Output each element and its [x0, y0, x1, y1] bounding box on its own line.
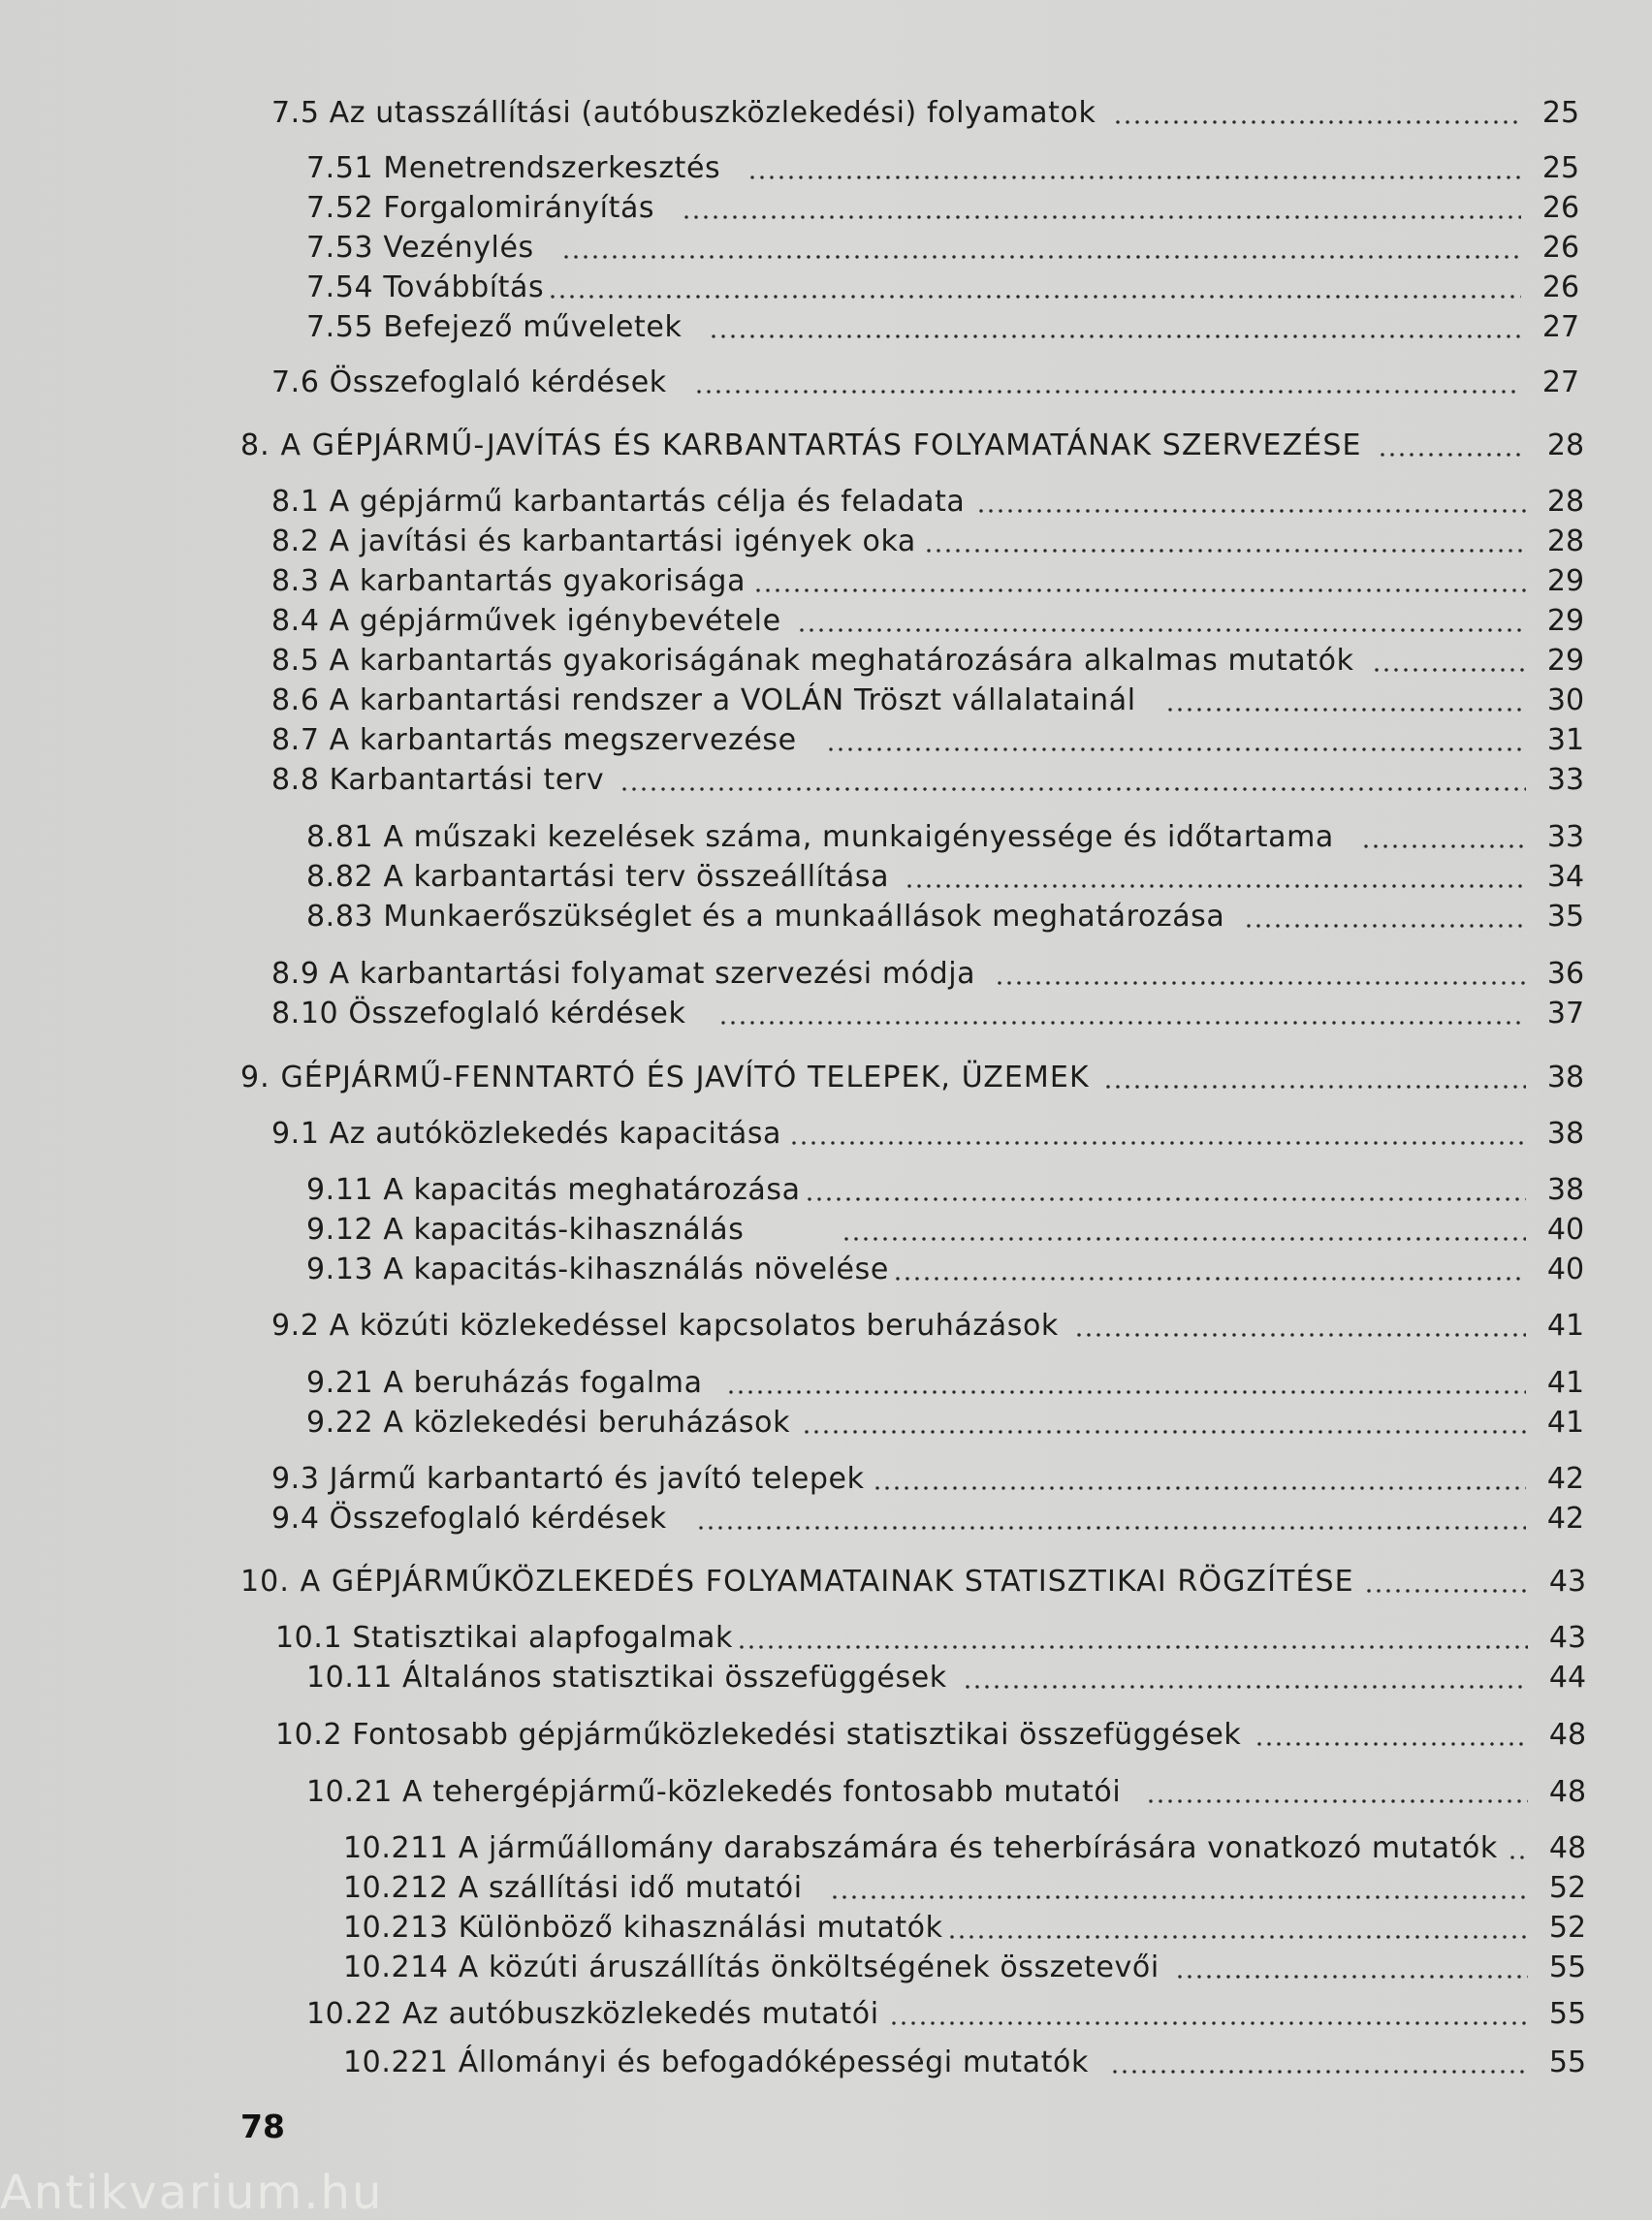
toc-entry: [0, 1907, 1652, 1950]
toc-entry-title: 9.21 A beruházás fogalma: [306, 1366, 703, 1400]
toc-entry: [0, 1714, 1652, 1757]
toc-entry-page: 43: [1548, 1621, 1587, 1655]
toc-entry: [0, 856, 1652, 899]
toc-entry-page: 25: [1541, 96, 1580, 130]
toc-entry-page: 27: [1541, 365, 1580, 399]
toc-entry: [0, 1561, 1652, 1603]
toc-dot-leader: [1364, 1561, 1528, 1603]
toc-dot-leader: [1113, 92, 1521, 135]
toc-entry-page: 25: [1541, 151, 1580, 185]
toc-entry-title: 9.4 Összefoglaló kérdések: [271, 1502, 667, 1536]
toc-entry: [0, 227, 1652, 270]
toc-entry: [0, 1305, 1652, 1348]
toc-entry-title: 8.2 A javítási és karbantartási igények oka: [271, 524, 916, 558]
toc-dot-leader: [561, 227, 1521, 270]
toc-entry-title: 9.22 A közlekedési beruházások: [306, 1406, 791, 1440]
toc-entry: [0, 1867, 1652, 1910]
toc-entry-page: 42: [1546, 1502, 1585, 1536]
toc-entry: [0, 306, 1652, 349]
toc-entry-title: 9.12 A kapacitás-kihasználás: [306, 1213, 745, 1247]
toc-entry-page: 34: [1546, 860, 1585, 894]
toc-entry-page: 26: [1541, 191, 1580, 225]
toc-entry-title: 10.22 Az autóbuszközlekedés mutatói: [306, 1997, 879, 2031]
toc-entry: [0, 362, 1652, 404]
toc-entry-title: 7.6 Összefoglaló kérdések: [271, 365, 667, 399]
toc-dot-leader: [1146, 1771, 1528, 1814]
toc-entry: [0, 187, 1652, 230]
toc-entry-page: 48: [1548, 1718, 1587, 1752]
toc-entry-page: 29: [1546, 604, 1585, 638]
toc-dot-leader: [1244, 896, 1526, 938]
toc-entry-page: 52: [1548, 1911, 1587, 1945]
toc-entry: [0, 1209, 1652, 1252]
toc-dot-leader: [1508, 1827, 1528, 1870]
toc-entry-title: 9.13 A kapacitás-kihasználás növelése: [306, 1253, 889, 1286]
toc-entry-page: 30: [1546, 683, 1585, 717]
toc-dot-leader: [826, 719, 1526, 762]
toc-dot-leader: [1110, 2042, 1528, 2084]
toc-entry-title: 10.1 Statisztikai alapfogalmak: [275, 1621, 733, 1655]
toc-dot-leader: [842, 1209, 1526, 1252]
toc-entry: [0, 1362, 1652, 1405]
toc-entry-page: 38: [1546, 1117, 1585, 1151]
toc-entry: [0, 1993, 1652, 2036]
watermark: Antikvarium.hu: [0, 2166, 384, 2220]
toc-entry-page: 55: [1548, 2046, 1587, 2079]
toc-dot-leader: [747, 147, 1521, 190]
toc-entry-title: 8.10 Összefoglaló kérdések: [271, 997, 686, 1031]
toc-entry-title: 9.2 A közúti közlekedéssel kapcsolatos beruházások: [271, 1309, 1059, 1343]
toc-entry-page: 52: [1548, 1871, 1587, 1905]
toc-entry: [0, 1402, 1652, 1444]
toc-entry-title: 10. A GÉPJÁRMŰKÖZLEKEDÉS FOLYAMATAINAK STATISZTIKAI RÖGZÍTÉSE: [240, 1565, 1354, 1599]
toc-dot-leader: [737, 1617, 1528, 1660]
toc-dot-leader: [924, 521, 1526, 563]
toc-dot-leader: [905, 856, 1526, 899]
toc-entry-title: 8.3 A karbantartás gyakorisága: [271, 564, 747, 598]
toc-entry-title: 7.51 Menetrendszerkesztés: [306, 151, 721, 185]
toc-dot-leader: [620, 759, 1526, 802]
toc-dot-leader: [1165, 680, 1526, 722]
toc-entry: [0, 2042, 1652, 2084]
toc-entry-title: 8.82 A karbantartási terv összeállítása: [306, 860, 890, 894]
toc-entry-title: 8.6 A karbantartási rendszer a VOLÁN Tröszt vállalatainál: [271, 683, 1136, 717]
toc-dot-leader: [709, 306, 1521, 349]
toc-entry-title: 7.54 Továbbítás: [306, 270, 545, 304]
toc-dot-leader: [805, 1169, 1526, 1212]
toc-entry-title: 8. A GÉPJÁRMŰ-JAVÍTÁS ÉS KARBANTARTÁS FOLYAMATÁNAK SZERVEZÉSE: [240, 428, 1362, 462]
toc-entry-title: 10.11 Általános statisztikai összefüggések: [306, 1661, 947, 1695]
toc-entry-page: 33: [1546, 763, 1585, 797]
toc-entry: [0, 953, 1652, 996]
toc-entry-page: 43: [1548, 1565, 1587, 1599]
toc-entry: [0, 1498, 1652, 1540]
toc-entry: [0, 481, 1652, 523]
toc-entry-title: 10.2 Fontosabb gépjárműközlekedési statisztikai összefüggések: [275, 1718, 1242, 1752]
toc-dot-leader: [1255, 1714, 1528, 1757]
toc-entry-page: 44: [1548, 1661, 1587, 1695]
toc-entry-page: 38: [1546, 1173, 1585, 1207]
toc-entry: [0, 600, 1652, 643]
toc-entry: [0, 1458, 1652, 1501]
toc-entry-title: 9. GÉPJÁRMŰ-FENNTARTÓ ÉS JAVÍTÓ TELEPEK, ÜZEMEK: [240, 1061, 1090, 1094]
toc-entry: [0, 1057, 1652, 1099]
toc-entry: [0, 719, 1652, 762]
toc-entry-title: 8.1 A gépjármű karbantartás célja és feladata: [271, 485, 966, 519]
toc-dot-leader: [873, 1458, 1526, 1501]
toc-entry: [0, 1617, 1652, 1660]
toc-entry: [0, 1947, 1652, 1989]
toc-entry: [0, 680, 1652, 722]
toc-entry: [0, 1771, 1652, 1814]
toc-entry-title: 10.21 A tehergépjármű-közlekedés fontosabb mutatói: [306, 1775, 1122, 1809]
toc-dot-leader: [995, 953, 1526, 996]
toc-entry-page: 26: [1541, 231, 1580, 265]
toc-entry: [0, 1113, 1652, 1156]
toc-entry-title: 8.8 Karbantartási terv: [271, 763, 605, 797]
toc-entry-title: 7.5 Az utasszállítási (autóbuszközlekedési) folyamatok: [271, 96, 1096, 130]
toc-dot-leader: [797, 600, 1526, 643]
toc-dot-leader: [694, 362, 1521, 404]
toc-entry-title: 7.52 Forgalomirányítás: [306, 191, 655, 225]
toc-entry-title: 8.83 Munkaerőszükséglet és a munkaállások meghatározása: [306, 900, 1225, 934]
toc-entry-title: 9.3 Jármű karbantartó és javító telepek: [271, 1462, 865, 1496]
toc-entry-title: 8.7 A karbantartás megszervezése: [271, 723, 797, 757]
toc-entry-title: 8.4 A gépjárművek igénybevétele: [271, 604, 781, 638]
toc-entry-title: 10.211 A járműállomány darabszámára és teherbírására vonatkozó mutatók: [343, 1831, 1498, 1865]
toc-entry-title: 10.221 Állományi és befogadóképességi mutatók: [343, 2046, 1089, 2079]
toc-entry-page: 42: [1546, 1462, 1585, 1496]
toc-entry-page: 31: [1546, 723, 1585, 757]
toc-entry-page: 38: [1546, 1061, 1585, 1094]
toc-dot-leader: [893, 1249, 1526, 1291]
toc-entry-page: 29: [1546, 644, 1585, 678]
toc-dot-leader: [696, 1498, 1526, 1540]
toc-entry-title: 10.214 A közúti áruszállítás önköltségének összetevői: [343, 1950, 1160, 1984]
toc-entry: [0, 267, 1652, 309]
toc-entry-title: 7.55 Befejező műveletek: [306, 310, 683, 344]
toc-dot-leader: [682, 187, 1521, 230]
toc-entry-title: 7.53 Vezénylés: [306, 231, 534, 265]
toc-entry-page: 40: [1546, 1253, 1585, 1286]
toc-dot-leader: [1074, 1305, 1526, 1348]
toc-entry-page: 27: [1541, 310, 1580, 344]
toc-dot-leader: [1103, 1057, 1526, 1099]
toc-entry-title: 8.9 A karbantartási folyamat szervezési módja: [271, 957, 976, 991]
toc-entry-page: 41: [1546, 1406, 1585, 1440]
toc-entry-page: 41: [1546, 1366, 1585, 1400]
toc-entry: [0, 993, 1652, 1035]
toc-entry: [0, 425, 1652, 467]
toc-dot-leader: [726, 1362, 1526, 1405]
toc-entry: [0, 1249, 1652, 1291]
toc-entry: [0, 1827, 1652, 1870]
toc-entry-title: 9.11 A kapacitás meghatározása: [306, 1173, 801, 1207]
toc-entry-page: 28: [1546, 485, 1585, 519]
toc-dot-leader: [976, 481, 1526, 523]
toc-entry-title: 8.81 A műszaki kezelések száma, munkaigényessége és időtartama: [306, 820, 1334, 854]
toc-entry: [0, 521, 1652, 563]
toc-entry: [0, 759, 1652, 802]
toc-dot-leader: [1372, 640, 1526, 682]
page-number: 78: [240, 2108, 285, 2145]
toc-dot-leader: [1361, 816, 1526, 859]
toc-entry-title: 8.5 A karbantartás gyakoriságának meghatározására alkalmas mutatók: [271, 644, 1354, 678]
toc-entry: [0, 1169, 1652, 1212]
toc-entry-page: 29: [1546, 564, 1585, 598]
toc-dot-leader: [1378, 425, 1526, 467]
toc-entry-page: 37: [1546, 997, 1585, 1031]
toc-entry: [0, 640, 1652, 682]
toc-entry-page: 28: [1546, 428, 1585, 462]
toc-entry-page: 28: [1546, 524, 1585, 558]
toc-dot-leader: [718, 993, 1526, 1035]
toc-entry: [0, 560, 1652, 603]
toc-entry: [0, 896, 1652, 938]
toc-entry-page: 26: [1541, 270, 1580, 304]
toc-entry: [0, 816, 1652, 859]
toc-entry-page: 55: [1548, 1950, 1587, 1984]
toc-entry: [0, 147, 1652, 190]
toc-entry-page: 48: [1548, 1831, 1587, 1865]
toc-entry: [0, 1657, 1652, 1699]
toc-dot-leader: [789, 1113, 1526, 1156]
toc-dot-leader: [548, 267, 1521, 309]
toc-entry-page: 36: [1546, 957, 1585, 991]
toc-dot-leader: [753, 560, 1526, 603]
toc-entry-page: 48: [1548, 1775, 1587, 1809]
toc-dot-leader: [889, 1993, 1528, 2036]
toc-entry-title: 10.213 Különböző kihasználási mutatók: [343, 1911, 943, 1945]
toc-dot-leader: [802, 1402, 1526, 1444]
toc-dot-leader: [963, 1657, 1528, 1699]
toc-dot-leader: [1175, 1947, 1528, 1989]
toc-entry-title: 10.212 A szállítási idő mutatói: [343, 1871, 803, 1905]
toc-entry-title: 9.1 Az autóközlekedés kapacitása: [271, 1117, 782, 1151]
toc-entry-page: 33: [1546, 820, 1585, 854]
toc-entry-page: 55: [1548, 1997, 1587, 2031]
toc-entry-page: 35: [1546, 900, 1585, 934]
toc-entry-page: 40: [1546, 1213, 1585, 1247]
toc-dot-leader: [947, 1907, 1528, 1950]
toc-entry-page: 41: [1546, 1309, 1585, 1343]
toc-entry: [0, 92, 1652, 135]
toc-dot-leader: [830, 1867, 1528, 1910]
